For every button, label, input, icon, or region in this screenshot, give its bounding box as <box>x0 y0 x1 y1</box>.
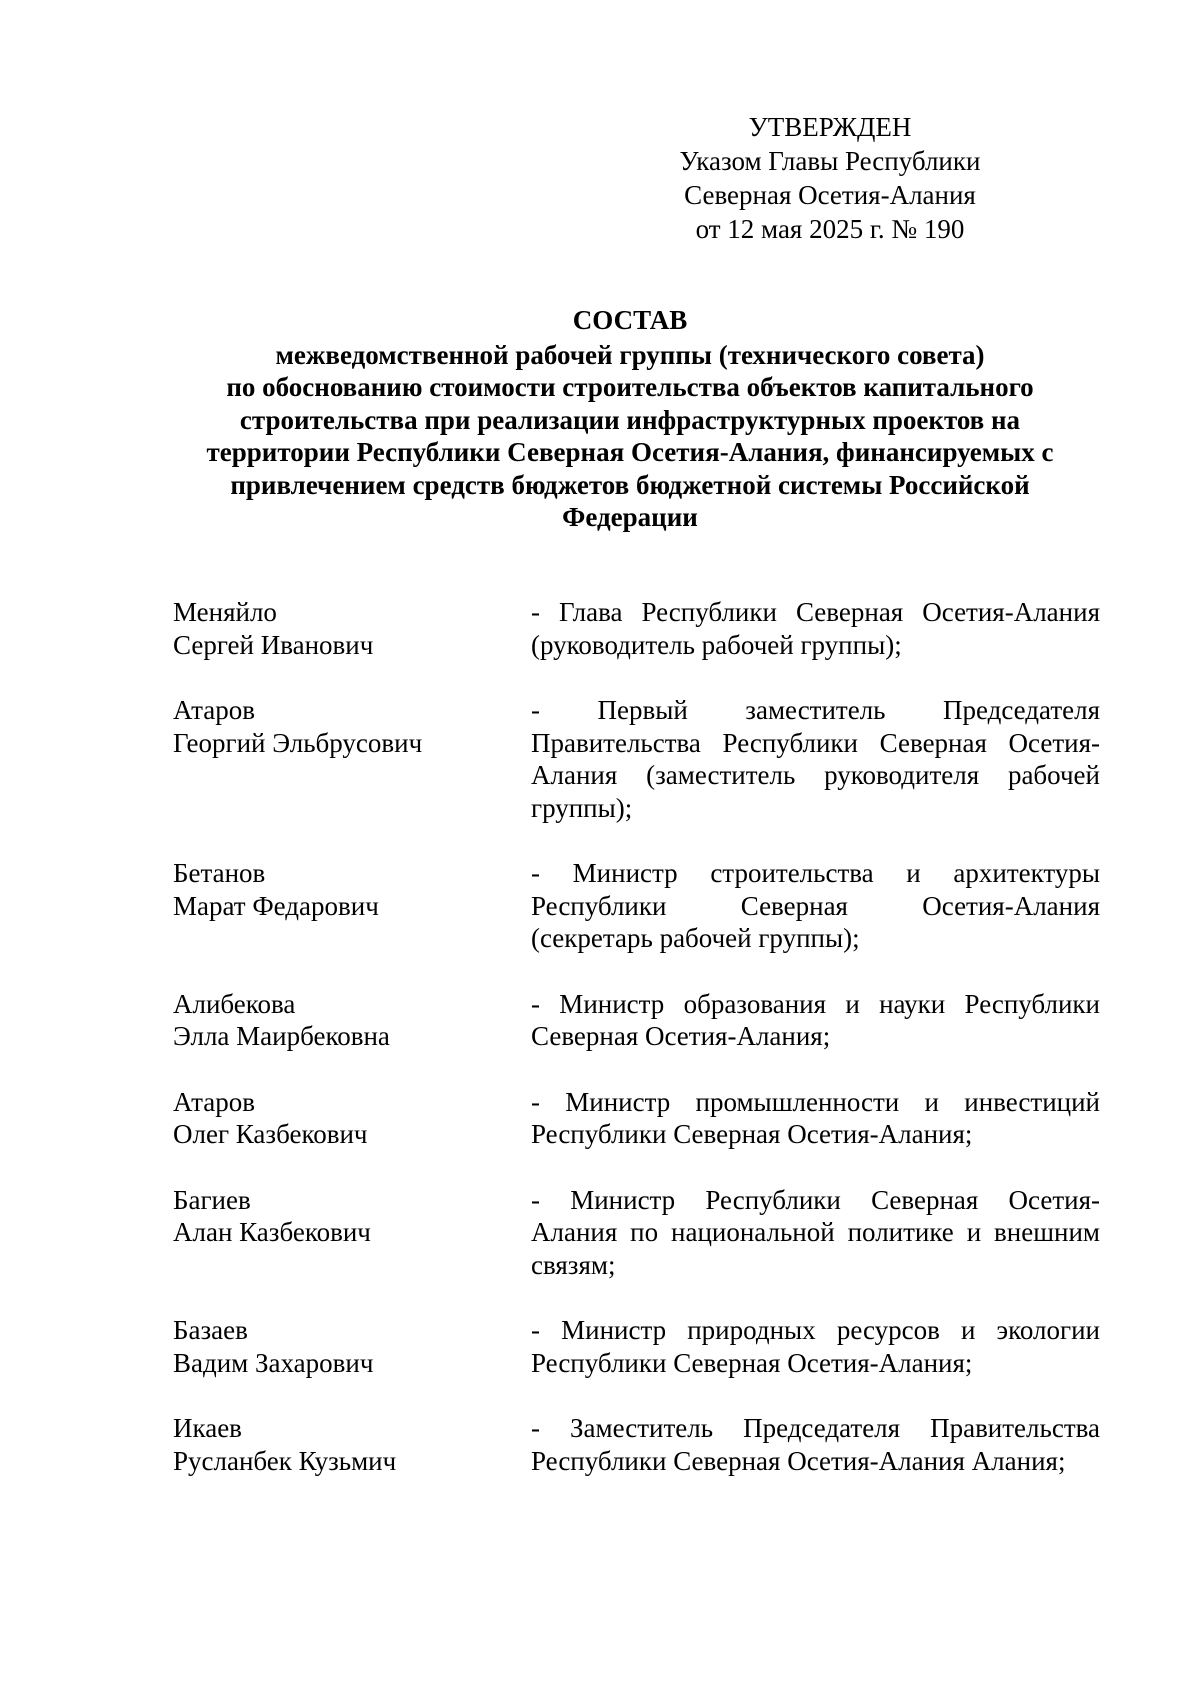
role-line: (руководитель рабочей группы); <box>531 629 902 660</box>
member-given-name: Алан Казбекович <box>173 1217 371 1247</box>
approval-decree: Указом Главы Республики <box>679 146 981 176</box>
member-surname: Базаев <box>173 1315 248 1345</box>
role-line: Республики Северная Осетия-Алания Алания; <box>531 1445 1066 1476</box>
member-role <box>531 1412 1100 1477</box>
title-heading: СОСТАВ <box>572 305 688 335</box>
role-line: - Глава Республики Северная Осетия-Алания <box>531 597 1100 627</box>
member-entry <box>173 1314 1100 1379</box>
member-surname: Бетанов <box>173 858 266 888</box>
member-role <box>531 1086 1100 1151</box>
role-line: - Министр образования и науки Республики <box>531 988 1100 1019</box>
role-line: Республики Северная Осетия-Алания <box>531 890 1100 921</box>
member-given-name: Олег Казбекович <box>173 1119 368 1149</box>
role-line: Республики Северная Осетия-Алания; <box>531 1119 973 1149</box>
role-line: (секретарь рабочей группы); <box>531 923 860 953</box>
member-entry <box>173 857 1100 955</box>
member-given-name: Вадим Захарович <box>173 1347 374 1378</box>
member-name <box>173 596 531 661</box>
title-line: территории Республики Северная Осетия-Алания, финансируемых с <box>206 437 1054 467</box>
member-name <box>173 1314 531 1379</box>
member-entry <box>173 988 1100 1053</box>
approval-date-number: от 12 мая 2025 г. № 190 <box>695 214 965 244</box>
member-surname: Икаев <box>173 1413 242 1443</box>
member-role <box>531 1184 1100 1282</box>
member-surname: Меняйло <box>173 597 277 627</box>
member-role <box>531 596 1100 661</box>
role-line: Правительства Республики Северная Осетия- <box>531 727 1100 758</box>
role-line: связям; <box>531 1249 616 1280</box>
member-given-name: Сергей Иванович <box>173 629 374 660</box>
member-name <box>173 1184 531 1282</box>
member-entry <box>173 694 1100 824</box>
approval-title: УТВЕРЖДЕН <box>748 112 912 142</box>
member-given-name: Элла Маирбековна <box>173 1021 390 1051</box>
role-line: Северная Осетия-Алания; <box>531 1021 831 1051</box>
member-surname: Алибекова <box>173 988 296 1019</box>
member-entry <box>173 1184 1100 1282</box>
role-line: - Министр строительства и архитектуры <box>531 858 1100 888</box>
member-role <box>531 988 1100 1053</box>
member-given-name: Георгий Эльбрусович <box>173 727 423 758</box>
member-name <box>173 988 531 1053</box>
members-list <box>173 596 1100 1477</box>
member-surname: Атаров <box>173 1086 256 1117</box>
member-given-name: Марат Федарович <box>173 890 379 921</box>
role-line: группы); <box>531 792 633 823</box>
member-surname: Багиев <box>173 1184 251 1215</box>
role-line: Республики Северная Осетия-Алания; <box>531 1347 973 1378</box>
document-title <box>160 304 1100 534</box>
member-name <box>173 1086 531 1151</box>
member-name <box>173 857 531 955</box>
member-given-name: Русланбек Кузьмич <box>173 1445 397 1476</box>
approval-region: Северная Осетия-Алания <box>684 180 976 210</box>
role-line: Алания (заместитель руководителя рабочей <box>531 760 1100 790</box>
member-surname: Атаров <box>173 695 256 725</box>
role-line: - Министр природных ресурсов и экологии <box>531 1315 1100 1345</box>
role-line: - Министр промышленности и инвестиций <box>531 1086 1100 1117</box>
title-line: привлечением средств бюджетов бюджетной системы Российской <box>230 469 1030 500</box>
role-line: - Первый заместитель Председателя <box>531 695 1100 725</box>
role-line: - Министр Республики Северная Осетия- <box>531 1184 1100 1215</box>
member-entry <box>173 596 1100 661</box>
member-role <box>531 857 1100 955</box>
role-line: Алания по национальной политике и внешним <box>531 1217 1100 1247</box>
member-name <box>173 1412 531 1477</box>
member-entry <box>173 1086 1100 1151</box>
approval-stamp <box>640 110 1020 246</box>
role-line: - Заместитель Председателя Правительства <box>531 1413 1100 1443</box>
member-name <box>173 694 531 824</box>
title-line: по обоснованию стоимости строительства объектов капитального <box>226 372 1034 402</box>
member-role <box>531 1314 1100 1379</box>
title-line: Федерации <box>562 502 698 532</box>
title-line: строительства при реализации инфраструктурных проектов на <box>239 404 1021 435</box>
member-entry <box>173 1412 1100 1477</box>
member-role <box>531 694 1100 824</box>
title-line: межведомственной рабочей группы (технического совета) <box>275 339 985 370</box>
